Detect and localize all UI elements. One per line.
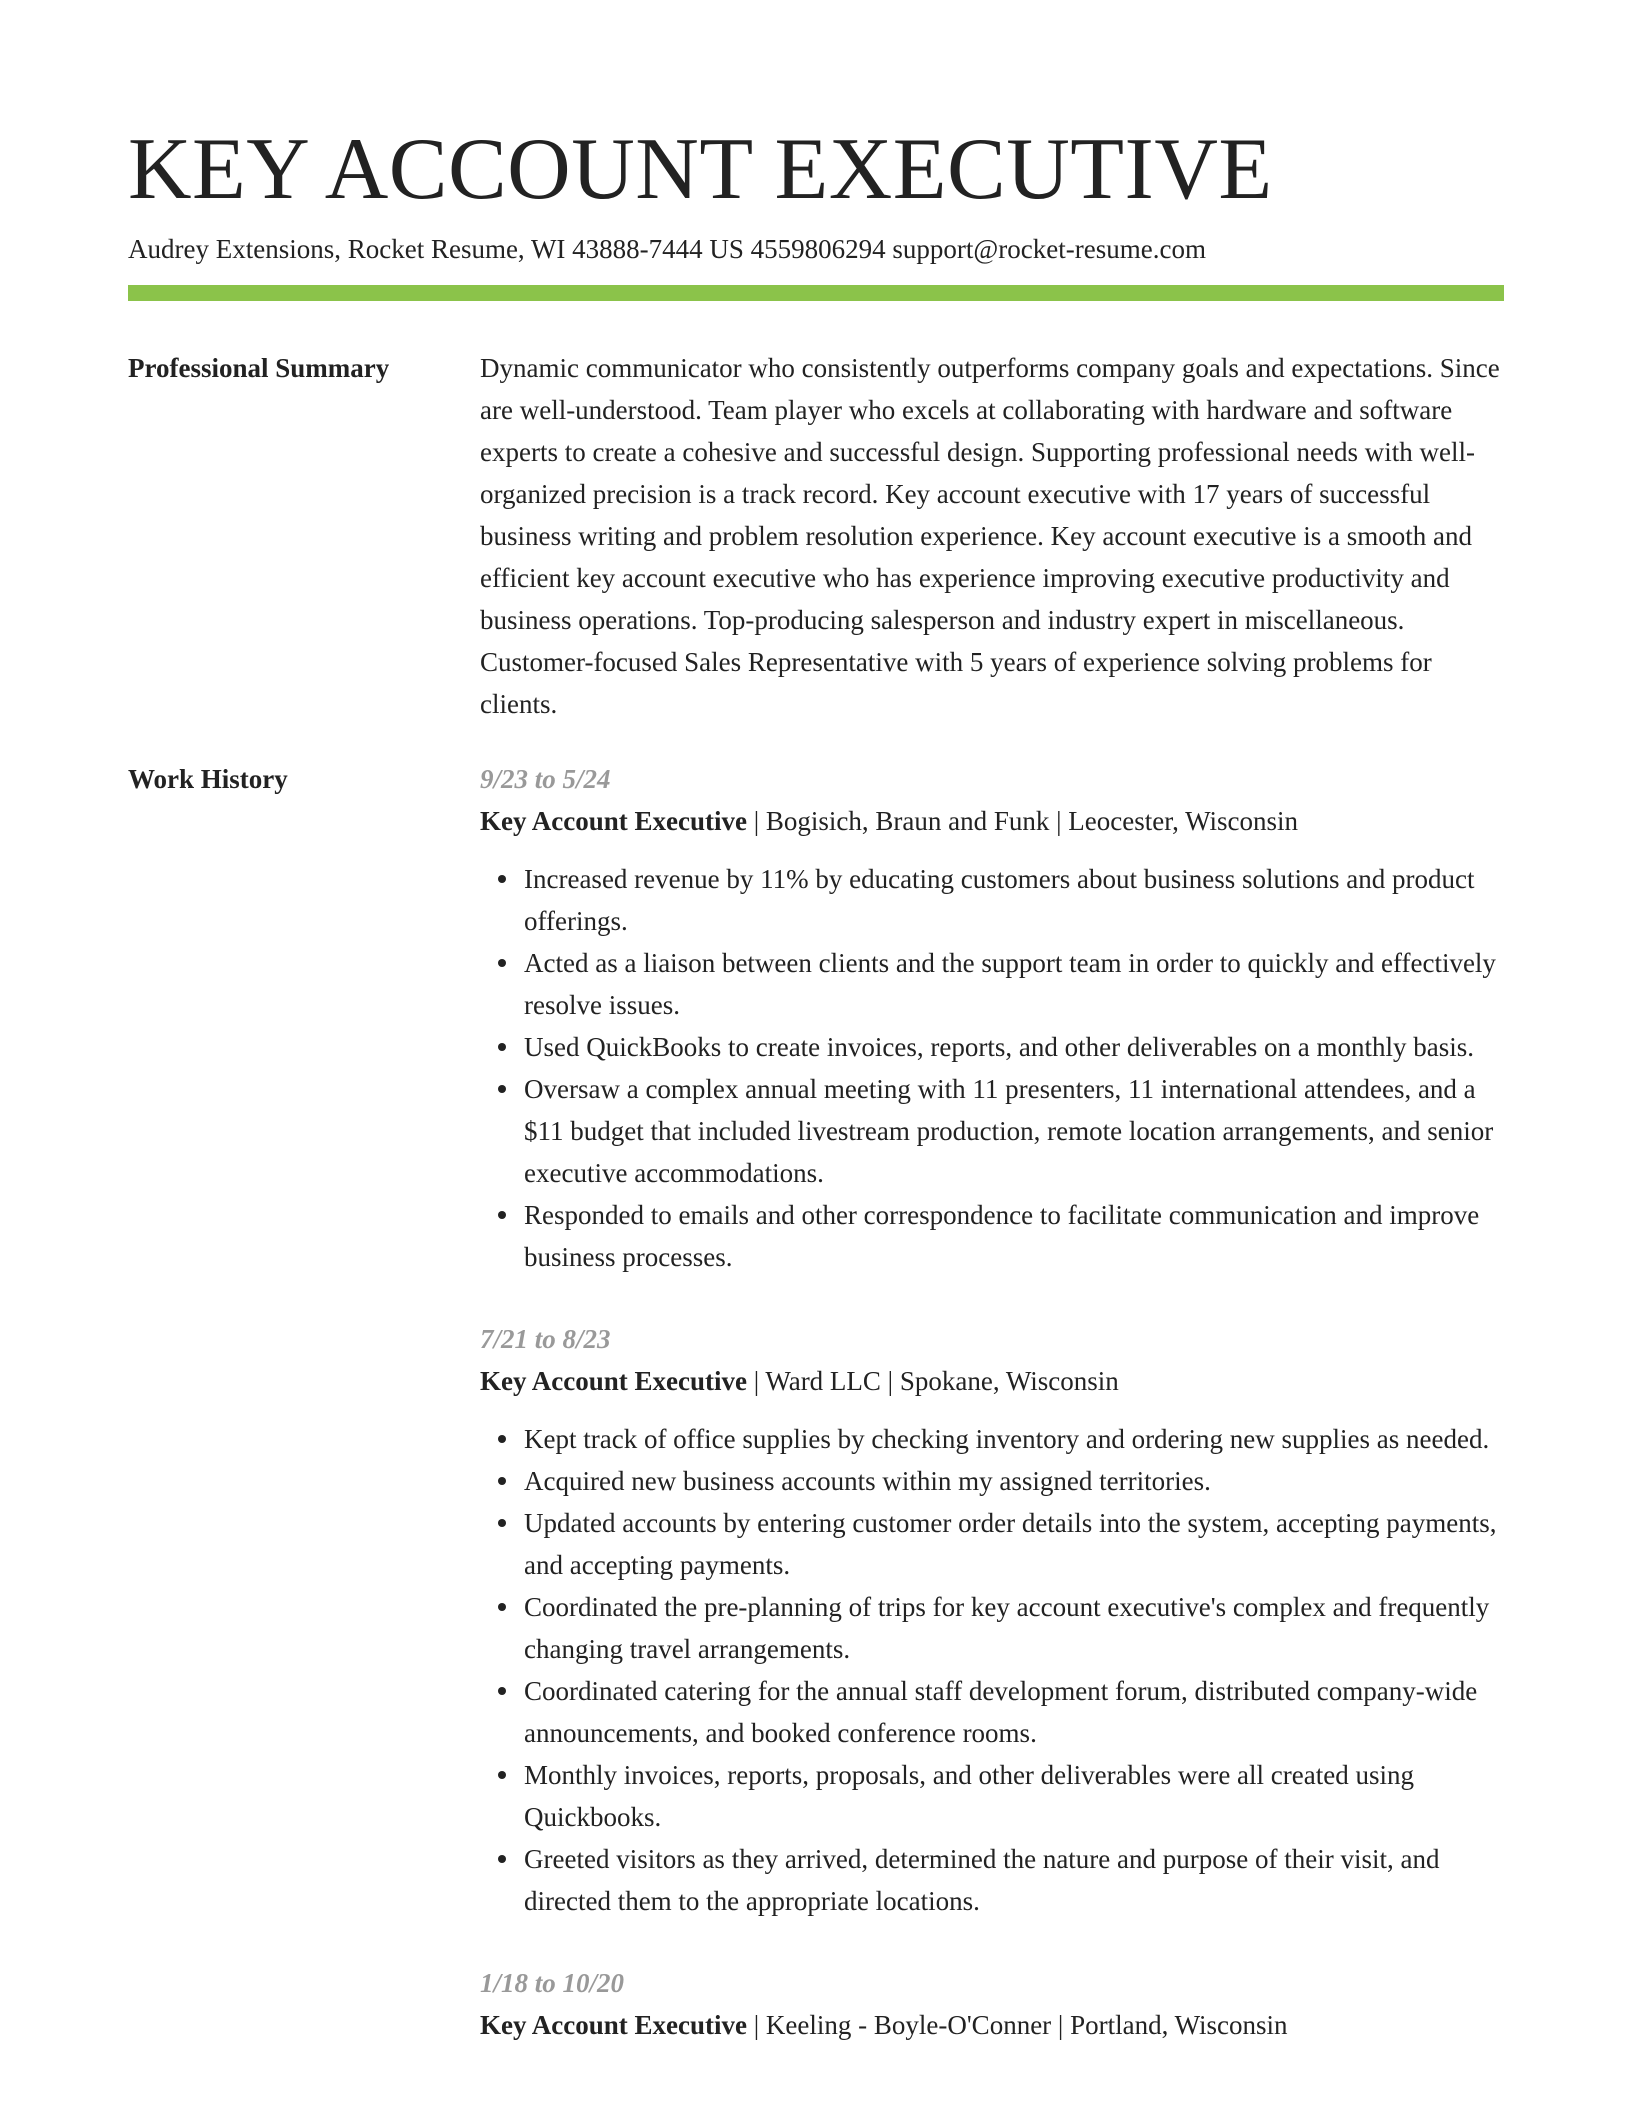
work-history-body xyxy=(480,758,1504,2086)
job-bullet: Kept track of office supplies by checking inventory and ordering new supplies as needed. xyxy=(524,1418,1504,1460)
job-heading xyxy=(480,2004,1504,2046)
job-heading xyxy=(480,800,1504,842)
job-bullet-list xyxy=(480,1418,1504,1922)
summary-label: Professional Summary xyxy=(128,353,390,383)
job-dates: 9/23 to 5/24 xyxy=(480,764,611,794)
accent-divider xyxy=(128,285,1504,301)
job-bullet: Coordinated the pre-planning of trips for key account executive's complex and frequently changing travel arrangements. xyxy=(524,1586,1504,1670)
job-bullet: Acquired new business accounts within my assigned territories. xyxy=(524,1460,1504,1502)
job-title: Key Account Executive xyxy=(480,1366,747,1396)
job-bullet: Coordinated catering for the annual staff development forum, distributed company-wide announcements, and booked conference rooms. xyxy=(524,1670,1504,1754)
summary-body xyxy=(480,347,1504,725)
job-bullet: Updated accounts by entering customer order details into the system, accepting payments, and accepting payments. xyxy=(524,1502,1504,1586)
job-entry xyxy=(480,758,1504,1278)
summary-text: Dynamic communicator who consistently outperforms company goals and expectations. Since are well-understood. Team player who excels at collaborating with hardware and software experts to create a cohesive and successful design. Supporting professional needs with well-organized precision is a track record. Key account executive with 17 years of successful business writing and problem resolution experience. Key account executive is a smooth and efficient key account executive who has experience improving executive productivity and business operations. Top-producing salesperson and industry expert in miscellaneous. Customer-focused Sales Representative with 5 years of experience solving problems for clients. xyxy=(480,353,1500,719)
resume-title: KEY ACCOUNT EXECUTIVE xyxy=(128,121,1273,218)
job-heading xyxy=(480,1360,1504,1402)
job-bullet: Increased revenue by 11% by educating customers about business solutions and product offerings. xyxy=(524,858,1504,942)
job-entry xyxy=(480,1962,1504,2046)
job-details: | Bogisich, Braun and Funk | Leocester, Wisconsin xyxy=(746,806,1299,836)
job-title: Key Account Executive xyxy=(480,806,747,836)
job-bullet: Acted as a liaison between clients and the support team in order to quickly and effectively resolve issues. xyxy=(524,942,1504,1026)
job-bullet-list xyxy=(480,858,1504,1278)
work-history-label: Work History xyxy=(128,764,288,794)
job-bullet: Monthly invoices, reports, proposals, and other deliverables were all created using Quickbooks. xyxy=(524,1754,1504,1838)
job-title: Key Account Executive xyxy=(480,2010,747,2040)
job-entry xyxy=(480,1318,1504,1922)
job-details: | Keeling - Boyle-O'Conner | Portland, Wisconsin xyxy=(746,2010,1288,2040)
job-bullet: Oversaw a complex annual meeting with 11 presenters, 11 international attendees, and a $11 budget that included livestream production, remote location arrangements, and senior executive accommodations. xyxy=(524,1068,1504,1194)
job-bullet: Responded to emails and other correspondence to facilitate communication and improve business processes. xyxy=(524,1194,1504,1278)
job-dates: 7/21 to 8/23 xyxy=(480,1324,611,1354)
contact-line: Audrey Extensions, Rocket Resume, WI 43888-7444 US 4559806294 support@rocket-resume.com xyxy=(128,234,1206,264)
job-details: | Ward LLC | Spokane, Wisconsin xyxy=(746,1366,1119,1396)
job-bullet: Used QuickBooks to create invoices, reports, and other deliverables on a monthly basis. xyxy=(524,1026,1504,1068)
job-dates: 1/18 to 10/20 xyxy=(480,1968,625,1998)
job-bullet: Greeted visitors as they arrived, determined the nature and purpose of their visit, and directed them to the appropriate locations. xyxy=(524,1838,1504,1922)
